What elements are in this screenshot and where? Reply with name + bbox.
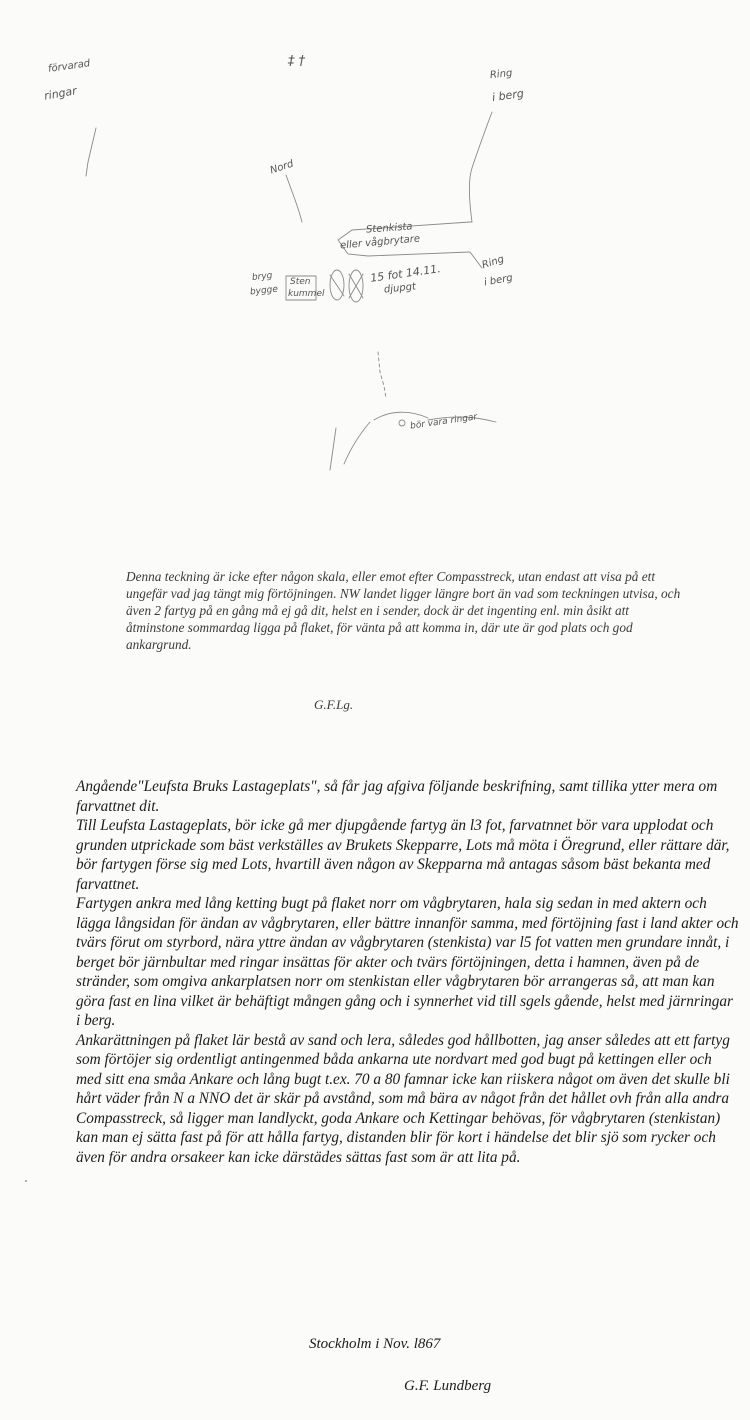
- sketch-note: Denna teckning är icke efter någon skala, eller emot efter Compasstreck, utan endast att visa på ett ungefär vad jag tängt mig förtöjningen. NW landet ligger längre bort än vad som teckningen utvisa, och även 2 fartyg på en gång må ej gå dit, helst en i sender, dock är det ingenting enl. min åsikt att åtminstone sommardag ligga på flaket, för vänta på att komma in, där ute är god plats och god ankargrund.: [126, 569, 681, 652]
- letter-signature: G.F. Lundberg: [404, 1378, 492, 1394]
- label-ring-berg-right-2: i berg: [483, 272, 514, 289]
- label-djupgt: djupgt: [383, 281, 417, 296]
- mooring-sketch: [0, 0, 750, 560]
- label-ring-berg-right: Ring: [480, 253, 506, 272]
- letter-paragraph: Ankarättningen på flaket lär bestå av sand och lera, således god hållbotten, jag anser således att ett fartyg som förtöjer sig ordentligt antingenmed båda ankarna ute nordvart med god bugt på kettingen eller och med sitt ena småa Ankare och lång bugt t.ex. 70 a 80 famnar icke kan riiskera något om även det skulle bli hårt väder från N a NNO det är skär på avstånd, som må bära av något från det hållet ovh från alla andra Compasstreck, så ligger man landlyckt, goda Ankare och Kettingar behövas, för vågbrytaren (stenkistan) kan man ej sätta fast på för att hålla fartyg, distanden blir för kort i händelse det blir sjö som rycker och även för andra orsakeer kan icke därstädes sättas fast som är att lita på.: [76, 1031, 730, 1166]
- label-ring-berg-top: Ring: [489, 67, 513, 82]
- letter-paragraph: Angående"Leufsta Bruks Lastageplats", så får jag afgiva följande beskrifning, samt tillika ytter mera om farvattnet dit.: [76, 778, 718, 815]
- label-top-marks: ‡ †: [288, 54, 306, 69]
- label-depth: 15 fot 14.11.: [369, 262, 442, 285]
- letter-paragraph: Till Leufsta Lastageplats, bör icke gå mer djupgående fartyg än l3 fot, farvatnnet bör vara upplodat och grunden utprickade som bäst verkställes av Brukets Skepparre, Lots må möta i Öregrund, eller rättare där, bör fartygen förse sig med Lots, hvartill även någon av Skepparna må antagas såsom bäst bekanta med farvattnet.: [76, 817, 730, 893]
- letter-body: [76, 777, 740, 1167]
- label-bryg: bryg: [251, 270, 273, 284]
- label-bygge: bygge: [249, 284, 279, 298]
- label-kummel: kummel: [288, 289, 325, 299]
- paper-speck: [25, 1180, 27, 1182]
- note-signature: G.F.Lg.: [314, 697, 354, 712]
- label-stenkista: Stenkista: [365, 221, 413, 236]
- label-forvarad: förvarad: [47, 58, 91, 75]
- label-vagbrytare: eller vågbrytare: [339, 233, 421, 252]
- label-bor-vara-ringar: bör vara ringar: [409, 412, 478, 432]
- letter-place-date: Stockholm i Nov. l867: [309, 1336, 441, 1352]
- letter-paragraph: Fartygen ankra med lång ketting bugt på flaket norr om vågbrytaren, hala sig sedan in med aktern och lägga långsidan för ändan av vågbrytaren, eller bättre innanför samma, med förtöjning fast i land akter och tvärs förut om styrbord, nära yttre ändan av vågbrytaren (stenkista) var l5 fot vatten men grundare innåt, i berget bör järnbultar med ringar insättas för akter och tvärs förtöjningen, detta i hamnen, även på de stränder, som omgiva ankarplatsen norr om stenkistan eller vågbrytaren bör arrangeras så, att man kan göra fast en lina vilket är behäftigt mången gång och i synnerhet vid till sgels gående, helst med järnringar i berg.: [76, 895, 739, 1029]
- label-nord: Nord: [268, 158, 296, 177]
- label-ring-berg-top-2: i berg: [491, 86, 525, 105]
- label-ringar: ringar: [43, 84, 78, 103]
- label-sten: Sten: [290, 277, 311, 287]
